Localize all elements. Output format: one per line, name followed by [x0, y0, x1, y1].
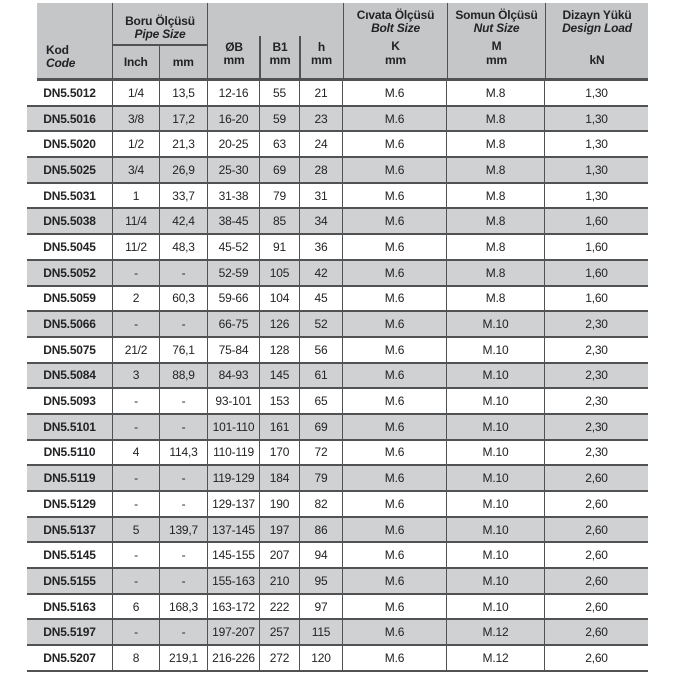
- cell-mm: -: [160, 569, 208, 593]
- cell-kod: DN5.5066: [27, 312, 113, 336]
- table-row: [27, 364, 648, 390]
- cell-inch: 11/4: [113, 209, 160, 233]
- cell-kn: 1,30: [585, 111, 608, 126]
- header-inch: Inch: [113, 46, 160, 78]
- cell-inch: 11/2: [113, 235, 160, 259]
- cell-k: M.6: [343, 184, 447, 208]
- table-body: [27, 81, 648, 672]
- table-row: [27, 389, 648, 415]
- header-kod-tr: Kod: [46, 43, 69, 57]
- table-row: [27, 492, 648, 518]
- cell-ob: 25-30: [208, 158, 260, 182]
- cell-ob: 59-66: [208, 287, 260, 311]
- cell-mm: 33,7: [160, 184, 208, 208]
- header-h: [300, 3, 343, 78]
- cell-ob: 20-25: [208, 132, 260, 156]
- table-row: [27, 158, 648, 184]
- table-row: [27, 595, 648, 621]
- header-nut-unit: mm: [486, 53, 507, 67]
- cell-m: M.8: [447, 158, 545, 182]
- cell-kn: 2,60: [585, 496, 608, 511]
- cell-h: 36: [300, 235, 343, 259]
- cell-b1: 153: [260, 389, 300, 413]
- cell-m: M.8: [447, 261, 545, 285]
- cell-kn: 1,30: [585, 137, 608, 152]
- cell-kod: DN5.5119: [27, 466, 113, 490]
- cell-kn: 2,30: [585, 342, 608, 357]
- table-row: [27, 287, 648, 313]
- cell-m: M.8: [447, 107, 545, 131]
- table-header: [37, 3, 648, 81]
- cell-mm: -: [160, 389, 208, 413]
- cell-k: M.6: [343, 261, 447, 285]
- table-row: [27, 235, 648, 261]
- cell-kod: DN5.5207: [27, 646, 113, 670]
- cell-b1: 126: [260, 312, 300, 336]
- cell-k: M.6: [343, 235, 447, 259]
- cell-mm: -: [160, 543, 208, 567]
- cell-k: M.6: [343, 492, 447, 516]
- cell-inch: -: [113, 466, 160, 490]
- cell-b1: 210: [260, 569, 300, 593]
- cell-mm: -: [160, 415, 208, 439]
- table-row: [27, 107, 648, 133]
- cell-inch: -: [113, 543, 160, 567]
- cell-kod: DN5.5197: [27, 620, 113, 644]
- cell-h: 79: [300, 466, 343, 490]
- cell-h: 24: [300, 132, 343, 156]
- cell-ob: 16-20: [208, 107, 260, 131]
- cell-kod: DN5.5059: [27, 287, 113, 311]
- cell-ob: 119-129: [208, 466, 260, 490]
- cell-h: 82: [300, 492, 343, 516]
- cell-inch: 3: [113, 364, 160, 388]
- cell-b1: 272: [260, 646, 300, 670]
- cell-b1: 207: [260, 543, 300, 567]
- cell-mm: 48,3: [160, 235, 208, 259]
- cell-m: M.10: [447, 466, 545, 490]
- cell-ob: 129-137: [208, 492, 260, 516]
- cell-inch: -: [113, 492, 160, 516]
- header-load-tr: Dizayn Yükü: [562, 8, 632, 22]
- cell-mm: 168,3: [160, 595, 208, 619]
- cell-k: M.6: [343, 158, 447, 182]
- cell-kod: DN5.5163: [27, 595, 113, 619]
- cell-kn: 1,30: [585, 85, 608, 100]
- cell-ob: 52-59: [208, 261, 260, 285]
- cell-b1: 104: [260, 287, 300, 311]
- cell-k: M.6: [343, 338, 447, 362]
- cell-b1: 145: [260, 364, 300, 388]
- cell-k: M.6: [343, 81, 447, 105]
- cell-inch: 3/4: [113, 158, 160, 182]
- cell-ob: 66-75: [208, 312, 260, 336]
- cell-m: M.10: [447, 543, 545, 567]
- cell-b1: 63: [260, 132, 300, 156]
- cell-b1: 91: [260, 235, 300, 259]
- header-bolt-size: [343, 3, 447, 78]
- cell-m: M.8: [447, 81, 545, 105]
- cell-mm: 13,5: [160, 81, 208, 105]
- cell-h: 21: [300, 81, 343, 105]
- cell-kn: 2,60: [585, 599, 608, 614]
- cell-h: 31: [300, 184, 343, 208]
- cell-ob: 137-145: [208, 518, 260, 542]
- header-bolt-letter: K: [391, 39, 400, 53]
- header-load-unit: kN: [589, 53, 605, 67]
- header-bolt-en: Bolt Size: [371, 21, 420, 35]
- cell-h: 42: [300, 261, 343, 285]
- cell-kod: DN5.5016: [27, 107, 113, 131]
- header-ob: [208, 3, 260, 78]
- cell-kn: 1,30: [585, 188, 608, 203]
- cell-h: 94: [300, 543, 343, 567]
- header-nut-tr: Somun Ölçüsü: [455, 8, 538, 22]
- cell-kn: 2,30: [585, 368, 608, 383]
- header-ob-label: ØB: [225, 40, 243, 54]
- cell-kod: DN5.5093: [27, 389, 113, 413]
- cell-mm: 114,3: [160, 441, 208, 465]
- cell-ob: 101-110: [208, 415, 260, 439]
- cell-inch: 1/4: [113, 81, 160, 105]
- cell-b1: 85: [260, 209, 300, 233]
- cell-kn: 2,60: [585, 650, 608, 665]
- cell-kn: 1,60: [585, 214, 608, 229]
- cell-ob: 45-52: [208, 235, 260, 259]
- cell-ob: 145-155: [208, 543, 260, 567]
- cell-mm: 21,3: [160, 132, 208, 156]
- table-row: [27, 184, 648, 210]
- cell-mm: -: [160, 261, 208, 285]
- cell-inch: 8: [113, 646, 160, 670]
- cell-m: M.8: [447, 235, 545, 259]
- cell-mm: 60,3: [160, 287, 208, 311]
- cell-h: 120: [300, 646, 343, 670]
- spec-table: [0, 3, 648, 672]
- cell-b1: 69: [260, 158, 300, 182]
- cell-k: M.6: [343, 415, 447, 439]
- cell-m: M.8: [447, 209, 545, 233]
- cell-k: M.6: [343, 312, 447, 336]
- cell-kod: DN5.5052: [27, 261, 113, 285]
- cell-b1: 170: [260, 441, 300, 465]
- cell-b1: 161: [260, 415, 300, 439]
- header-b1-unit: mm: [269, 53, 291, 67]
- cell-inch: -: [113, 620, 160, 644]
- cell-k: M.6: [343, 569, 447, 593]
- cell-kod: DN5.5025: [27, 158, 113, 182]
- cell-ob: 216-226: [208, 646, 260, 670]
- cell-kn: 1,30: [585, 162, 608, 177]
- cell-k: M.6: [343, 518, 447, 542]
- cell-m: M.10: [447, 441, 545, 465]
- cell-m: M.10: [447, 518, 545, 542]
- header-pipe-size-tr: Boru Ölçüsü: [125, 14, 195, 28]
- cell-k: M.6: [343, 287, 447, 311]
- cell-m: M.12: [447, 646, 545, 670]
- cell-k: M.6: [343, 107, 447, 131]
- header-pipe-size-label: [113, 3, 207, 46]
- cell-b1: 55: [260, 81, 300, 105]
- header-kod-en: Code: [46, 56, 76, 70]
- cell-kn: 2,60: [585, 471, 608, 486]
- cell-h: 65: [300, 389, 343, 413]
- cell-b1: 257: [260, 620, 300, 644]
- cell-b1: 184: [260, 466, 300, 490]
- table-row: [27, 646, 648, 672]
- cell-h: 23: [300, 107, 343, 131]
- cell-kn: 1,60: [585, 265, 608, 280]
- header-bolt-tr: Cıvata Ölçüsü: [356, 8, 435, 22]
- cell-inch: 3/8: [113, 107, 160, 131]
- cell-b1: 59: [260, 107, 300, 131]
- cell-kod: DN5.5045: [27, 235, 113, 259]
- cell-h: 28: [300, 158, 343, 182]
- cell-k: M.6: [343, 595, 447, 619]
- cell-kod: DN5.5137: [27, 518, 113, 542]
- header-kod: [37, 3, 113, 78]
- cell-k: M.6: [343, 646, 447, 670]
- cell-k: M.6: [343, 364, 447, 388]
- cell-ob: 75-84: [208, 338, 260, 362]
- cell-inch: -: [113, 415, 160, 439]
- cell-kn: 2,30: [585, 445, 608, 460]
- cell-mm: -: [160, 312, 208, 336]
- cell-m: M.10: [447, 312, 545, 336]
- cell-kn: 1,60: [585, 291, 608, 306]
- cell-mm: 42,4: [160, 209, 208, 233]
- cell-b1: 190: [260, 492, 300, 516]
- cell-mm: 17,2: [160, 107, 208, 131]
- cell-kn: 2,30: [585, 419, 608, 434]
- cell-inch: 5: [113, 518, 160, 542]
- cell-kn: 2,30: [585, 394, 608, 409]
- cell-kn: 2,60: [585, 548, 608, 563]
- cell-m: M.10: [447, 364, 545, 388]
- cell-ob: 155-163: [208, 569, 260, 593]
- table-row: [27, 338, 648, 364]
- cell-kod: DN5.5012: [27, 81, 113, 105]
- cell-mm: 139,7: [160, 518, 208, 542]
- cell-inch: 1/2: [113, 132, 160, 156]
- cell-kod: DN5.5110: [27, 441, 113, 465]
- cell-b1: 105: [260, 261, 300, 285]
- cell-m: M.8: [447, 132, 545, 156]
- table-row: [27, 132, 648, 158]
- cell-ob: 197-207: [208, 620, 260, 644]
- cell-kod: DN5.5084: [27, 364, 113, 388]
- cell-k: M.6: [343, 132, 447, 156]
- header-pipe-size-subrow: [113, 46, 207, 78]
- cell-ob: 84-93: [208, 364, 260, 388]
- table-row: [27, 466, 648, 492]
- cell-h: 45: [300, 287, 343, 311]
- header-nut-size: [447, 3, 545, 78]
- cell-ob: 12-16: [208, 81, 260, 105]
- cell-k: M.6: [343, 466, 447, 490]
- cell-kod: DN5.5075: [27, 338, 113, 362]
- header-pipe-size-en: Pipe Size: [134, 27, 186, 41]
- cell-m: M.10: [447, 492, 545, 516]
- cell-kod: DN5.5129: [27, 492, 113, 516]
- cell-h: 52: [300, 312, 343, 336]
- header-nut-en: Nut Size: [473, 21, 520, 35]
- cell-ob: 38-45: [208, 209, 260, 233]
- cell-m: M.8: [447, 287, 545, 311]
- cell-kod: DN5.5038: [27, 209, 113, 233]
- table-row: [27, 569, 648, 595]
- cell-mm: 26,9: [160, 158, 208, 182]
- cell-ob: 31-38: [208, 184, 260, 208]
- cell-k: M.6: [343, 441, 447, 465]
- cell-inch: 1: [113, 184, 160, 208]
- cell-mm: -: [160, 466, 208, 490]
- cell-kn: 1,60: [585, 239, 608, 254]
- table-row: [27, 312, 648, 338]
- cell-inch: 2: [113, 287, 160, 311]
- cell-h: 56: [300, 338, 343, 362]
- header-h-unit: mm: [311, 53, 332, 67]
- cell-h: 95: [300, 569, 343, 593]
- cell-m: M.10: [447, 338, 545, 362]
- cell-kod: DN5.5101: [27, 415, 113, 439]
- cell-ob: 163-172: [208, 595, 260, 619]
- header-ob-unit: mm: [223, 53, 245, 67]
- cell-k: M.6: [343, 389, 447, 413]
- cell-m: M.10: [447, 569, 545, 593]
- cell-kn: 2,60: [585, 522, 608, 537]
- cell-kod: DN5.5031: [27, 184, 113, 208]
- cell-k: M.6: [343, 543, 447, 567]
- header-nut-letter: M: [491, 39, 502, 53]
- table-row: [27, 518, 648, 544]
- table-row: [27, 620, 648, 646]
- cell-inch: 6: [113, 595, 160, 619]
- cell-m: M.8: [447, 184, 545, 208]
- cell-k: M.6: [343, 620, 447, 644]
- cell-inch: 21/2: [113, 338, 160, 362]
- cell-h: 34: [300, 209, 343, 233]
- header-design-load: [545, 3, 648, 78]
- cell-ob: 110-119: [208, 441, 260, 465]
- header-b1-label: B1: [272, 40, 288, 54]
- cell-inch: -: [113, 389, 160, 413]
- cell-inch: -: [113, 569, 160, 593]
- cell-m: M.10: [447, 595, 545, 619]
- header-load-en: Design Load: [562, 21, 632, 35]
- cell-mm: 76,1: [160, 338, 208, 362]
- table-row: [27, 415, 648, 441]
- cell-b1: 79: [260, 184, 300, 208]
- header-h-label: h: [317, 40, 326, 54]
- cell-k: M.6: [343, 209, 447, 233]
- cell-inch: -: [113, 312, 160, 336]
- cell-m: M.10: [447, 389, 545, 413]
- cell-ob: 93-101: [208, 389, 260, 413]
- cell-h: 72: [300, 441, 343, 465]
- header-mm: mm: [172, 54, 194, 69]
- cell-b1: 128: [260, 338, 300, 362]
- cell-mm: -: [160, 492, 208, 516]
- header-pipe-size-group: [113, 3, 208, 78]
- header-bolt-unit: mm: [385, 53, 406, 67]
- cell-h: 61: [300, 364, 343, 388]
- cell-h: 97: [300, 595, 343, 619]
- table-row: [27, 81, 648, 107]
- cell-m: M.10: [447, 415, 545, 439]
- cell-mm: -: [160, 620, 208, 644]
- table-row: [27, 209, 648, 235]
- table-row: [27, 261, 648, 287]
- cell-mm: 219,1: [160, 646, 208, 670]
- cell-mm: 88,9: [160, 364, 208, 388]
- cell-b1: 222: [260, 595, 300, 619]
- cell-h: 86: [300, 518, 343, 542]
- header-b1: [260, 3, 300, 78]
- cell-inch: -: [113, 261, 160, 285]
- cell-m: M.12: [447, 620, 545, 644]
- cell-kod: DN5.5020: [27, 132, 113, 156]
- cell-h: 69: [300, 415, 343, 439]
- cell-h: 115: [300, 620, 343, 644]
- table-row: [27, 441, 648, 467]
- cell-b1: 197: [260, 518, 300, 542]
- cell-kn: 2,60: [585, 573, 608, 588]
- cell-kod: DN5.5145: [27, 543, 113, 567]
- cell-kod: DN5.5155: [27, 569, 113, 593]
- table-row: [27, 543, 648, 569]
- cell-inch: 4: [113, 441, 160, 465]
- cell-kn: 2,30: [585, 317, 608, 332]
- cell-kn: 2,60: [585, 625, 608, 640]
